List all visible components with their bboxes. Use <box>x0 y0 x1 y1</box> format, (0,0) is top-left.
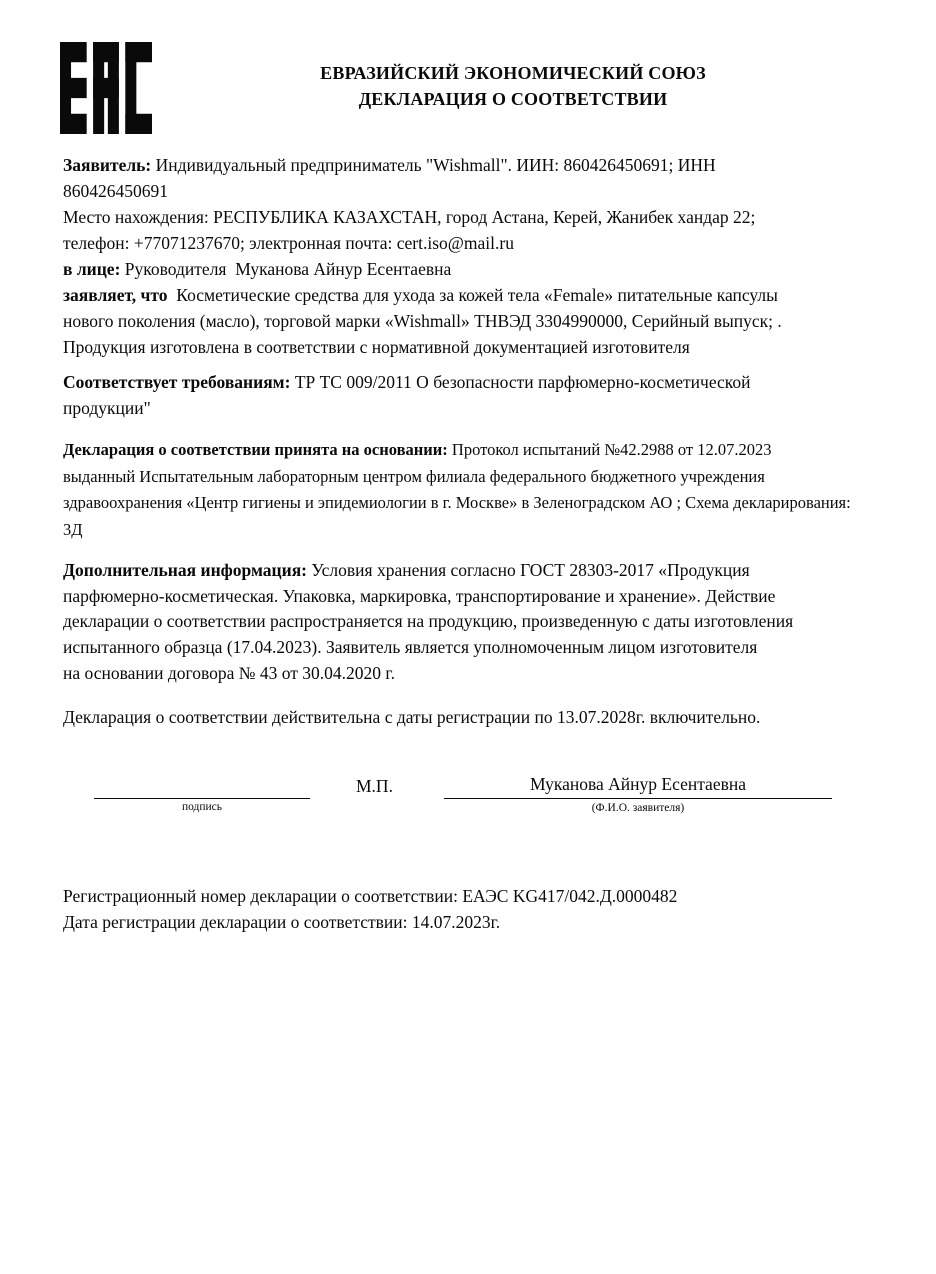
basis-line-2: выданный Испытательным лабораторным центром филиала федерального бюджетного учреждения <box>63 466 765 486</box>
applicant-section <box>63 152 874 360</box>
validity-section <box>63 704 874 730</box>
basis-label: Декларация о соответствии принята на основании: <box>63 440 448 459</box>
basis-section <box>63 437 874 543</box>
applicant-name-group <box>444 770 832 814</box>
basis-line-1: Декларация о соответствии принята на основании: Протокол испытаний №42.2988 от 12.07.2023 <box>63 440 772 459</box>
additional-line-2: парфюмерно-косметическая. Упаковка, маркировка, транспортирование и хранение». Действие <box>63 585 776 606</box>
basis-line-3: здравоохранения «Центр гигиены и эпидемиологии в г. Москве» в Зеленоградском АО ; Схема декларирования: <box>63 493 851 512</box>
applicant-contacts-line: телефон: +77071237670; электронная почта: cert.iso@mail.ru <box>63 233 514 253</box>
applicant-full-name: Муканова Айнур Есентаевна <box>444 770 832 799</box>
additional-label: Дополнительная информация: <box>63 560 307 580</box>
compliance-line-2: продукции" <box>63 398 151 418</box>
applicant-line-1: Заявитель: Индивидуальный предприниматель "Wishmall". ИИН: 860426450691; ИНН <box>63 155 716 175</box>
registration-number-line: Регистрационный номер декларации о соответствии: ЕАЭС KG417/042.Д.0000482 <box>63 886 678 906</box>
declares-line-3: Продукция изготовлена в соответствии с нормативной документацией изготовителя <box>63 337 690 357</box>
basis-line-4: 3Д <box>63 519 83 539</box>
eac-mark-icon <box>60 42 152 134</box>
declares-label: заявляет, что <box>63 285 168 305</box>
additional-line-5: на основании договора № 43 от 30.04.2020 г. <box>63 662 395 683</box>
signature-caption: подпись <box>181 801 223 813</box>
title-declaration-line: ДЕКЛАРАЦИЯ О СООТВЕТСТВИИ <box>358 89 668 109</box>
full-name-caption: (Ф.И.О. заявителя) <box>591 802 685 814</box>
applicant-line-2: 860426450691 <box>63 181 168 201</box>
registration-section <box>63 883 874 935</box>
registration-date-line: Дата регистрации декларации о соответствии: 14.07.2023г. <box>63 912 501 932</box>
representative-line: в лице: Руководителя Муканова Айнур Есентаевна <box>63 259 452 279</box>
document-title <box>150 60 876 112</box>
compliance-line-1: Соответствует требованиям: ТР ТС 009/2011 О безопасности парфюмерно-косметической <box>63 372 751 392</box>
additional-line-3: декларации о соответствии распространяется на продукцию, произведенную с даты изготовления <box>63 611 794 632</box>
additional-line-1: Дополнительная информация: Условия хранения согласно ГОСТ 28303-2017 «Продукция <box>63 560 750 580</box>
validity-line: Декларация о соответствии действительна с даты регистрации по 13.07.2028г. включительно. <box>63 707 761 727</box>
compliance-section <box>63 369 874 421</box>
declares-line-1: заявляет, что Косметические средства для ухода за кожей тела «Female» питательные капсулы <box>63 285 778 305</box>
title-union-line: ЕВРАЗИЙСКИЙ ЭКОНОМИЧЕСКИЙ СОЮЗ <box>320 63 706 83</box>
applicant-address-line: Место нахождения: РЕСПУБЛИКА КАЗАХСТАН, город Астана, Керей, Жанибек хандар 22; <box>63 207 756 227</box>
additional-line-4: испытанного образца (17.04.2023). Заявитель является уполномоченным лицом изготовителя <box>63 637 758 658</box>
compliance-label: Соответствует требованиям: <box>63 372 291 392</box>
stamp-place-label: М.П. <box>356 776 393 796</box>
signature-blank-line <box>94 770 310 799</box>
declares-line-2: нового поколения (масло), торговой марки «Wishmall» ТНВЭД 3304990000, Серийный выпуск; . <box>63 311 782 331</box>
additional-info-section <box>63 558 874 687</box>
representative-label: в лице: <box>63 259 121 279</box>
signature-section <box>0 770 936 840</box>
applicant-label: Заявитель: <box>63 155 152 175</box>
